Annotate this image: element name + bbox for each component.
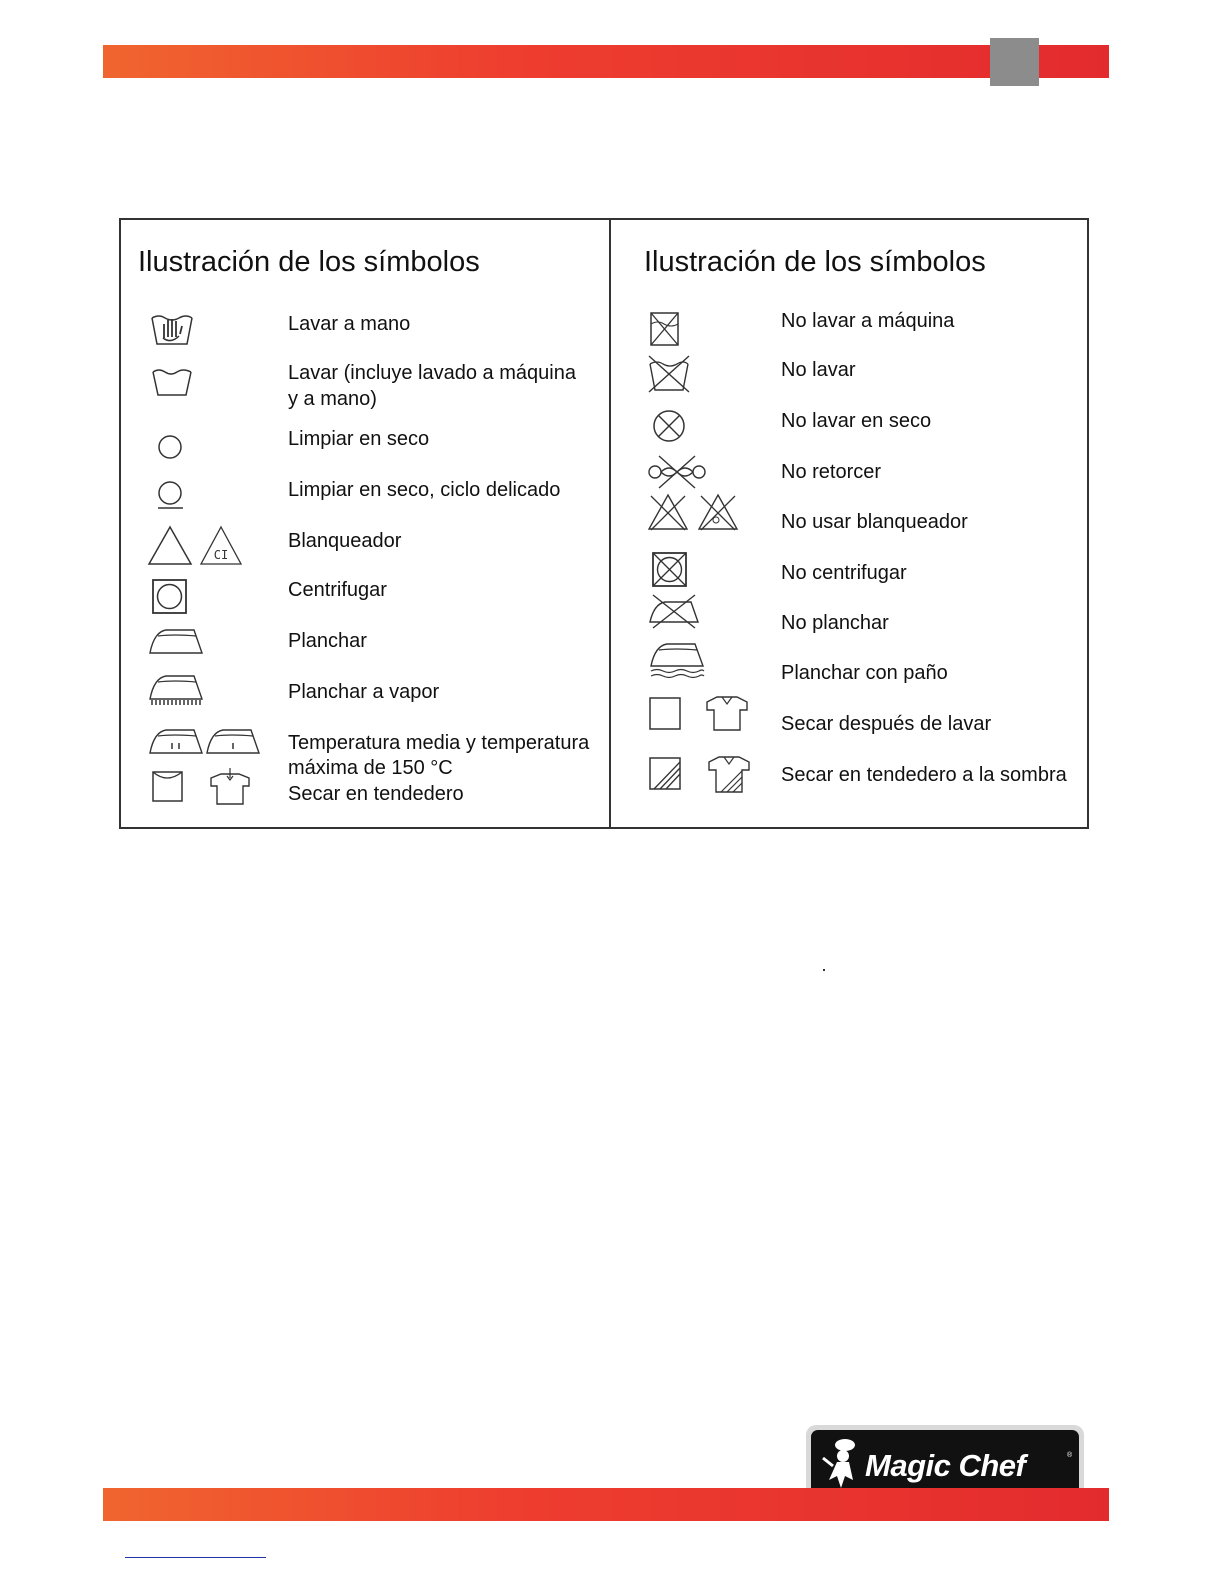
left-heading: Ilustración de los símbolos (138, 246, 480, 278)
footer-bar (103, 1488, 1109, 1521)
no-tumble-dry-icon (651, 550, 689, 590)
dry-after-wash-icon (648, 696, 682, 732)
column-divider (609, 220, 611, 827)
label-wash-line2: y a mano) (288, 388, 377, 410)
logo-text: Magic Chef (865, 1448, 1026, 1483)
label-shade-line-dry: Secar en tendedero a la sombra (781, 764, 1067, 786)
label-no-tumble-dry: No centrifugar (781, 562, 907, 584)
footer-link-line (125, 1557, 266, 1558)
label-hand-wash: Lavar a mano (288, 313, 411, 335)
logo-registered-mark: ® (1067, 1452, 1073, 1459)
dry-clean-delicate-icon (157, 480, 185, 510)
no-iron-icon (647, 592, 701, 630)
label-bleach: Blanqueador (288, 530, 402, 552)
page-number-tab (990, 38, 1039, 86)
no-bleach-icon (647, 492, 689, 532)
label-steam-iron: Planchar a vapor (288, 681, 440, 703)
label-iron-temp: Temperatura media y temperatura (288, 732, 590, 754)
no-machine-wash-icon (649, 310, 681, 348)
bleach-icon (147, 524, 193, 566)
label-dry-clean: Limpiar en seco (288, 428, 430, 450)
no-chlorine-bleach-icon (697, 492, 739, 532)
no-dry-clean-icon (651, 408, 687, 444)
iron-medium-temp-icon (148, 726, 204, 756)
label-no-dry-clean: No lavar en seco (781, 410, 932, 432)
no-wash-icon (647, 354, 691, 394)
dry-clean-icon (157, 434, 183, 460)
label-iron-with-cloth: Planchar con paño (781, 662, 948, 684)
bleach-ci-text: CI (213, 548, 229, 562)
iron-max-temp-icon (205, 726, 261, 756)
label-wash: Lavar (incluye lavado a máquina (288, 362, 576, 384)
care-symbols-table (119, 218, 1089, 829)
wash-tub-icon (151, 366, 193, 398)
tumble-dry-icon (151, 578, 189, 616)
label-tumble-dry: Centrifugar (288, 579, 387, 601)
right-heading: Ilustración de los símbolos (644, 246, 986, 278)
shade-line-dry-icon (648, 756, 682, 792)
label-no-bleach: No usar blanqueador (781, 511, 968, 533)
label-no-wring: No retorcer (781, 461, 882, 483)
iron-icon (148, 624, 204, 656)
bleach-chlorine-icon (199, 524, 243, 566)
hand-wash-icon (149, 304, 195, 348)
label-iron-temp-line2: máxima de 150 °C (288, 757, 453, 779)
chef-mascot-icon (819, 1436, 865, 1492)
logo-badge (811, 1430, 1079, 1496)
label-dry-after-wash: Secar después de lavar (781, 713, 992, 735)
steam-iron-icon (148, 672, 204, 706)
iron-with-cloth-icon (649, 640, 705, 680)
label-dry-clean-delicate: Limpiar en seco, ciclo delicado (288, 479, 561, 501)
label-no-machine-wash: No lavar a máquina (781, 310, 955, 332)
shade-line-dry-shirt-icon (705, 754, 753, 796)
label-iron: Planchar (288, 630, 367, 652)
stray-dot (823, 969, 825, 971)
label-no-iron: No planchar (781, 612, 889, 634)
line-dry-shirt-icon (207, 766, 253, 808)
no-wring-icon (647, 452, 709, 492)
header-bar (103, 45, 1109, 78)
line-dry-icon (151, 770, 185, 804)
label-no-wash: No lavar (781, 359, 856, 381)
dry-after-wash-shirt-icon (703, 694, 751, 734)
label-line-dry: Secar en tendedero (288, 783, 464, 805)
